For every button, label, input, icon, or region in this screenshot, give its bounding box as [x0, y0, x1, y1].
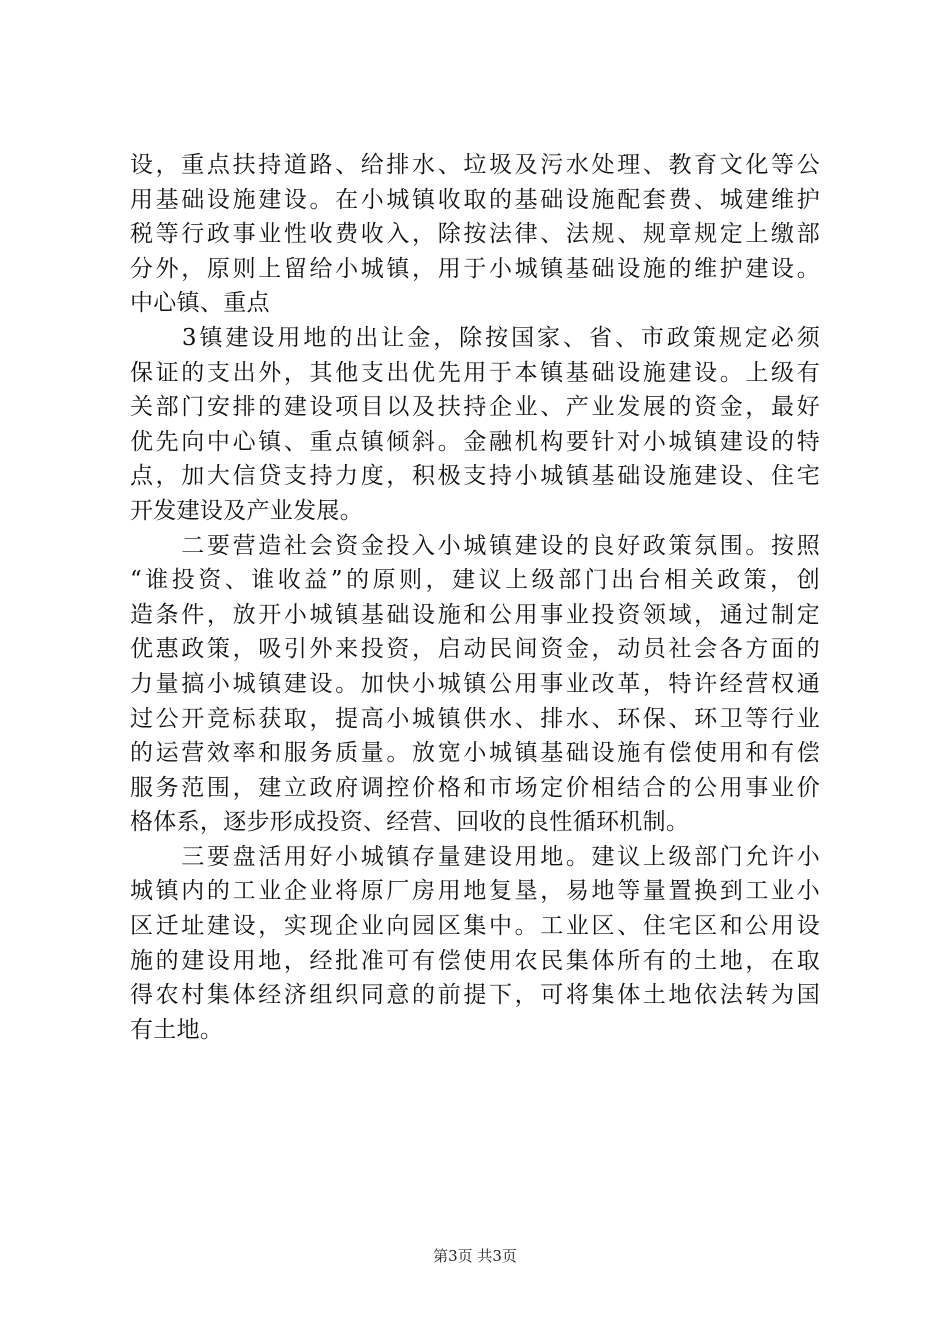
- text-line: 设，重点扶持道路、给排水、垃圾及污水处理、教育文化等公: [130, 152, 820, 178]
- text-line: 分外，原则上留给小城镇，用于小城镇基础设施的维护建设。: [130, 255, 820, 282]
- text-line: 的运营效率和服务质量。放宽小城镇基础设施有偿使用和有偿: [130, 740, 820, 767]
- text-line: 税等行政事业性收费收入，除按法律、法规、规章规定上缴部: [130, 221, 820, 248]
- text-line: 城镇内的工业企业将原厂房用地复垦，易地等量置换到工业小: [130, 878, 820, 905]
- text-line: 造条件，放开小城镇基础设施和公用事业投资领域，通过制定: [130, 601, 820, 628]
- text-line: 过公开竞标获取，提高小城镇供水、排水、环保、环卫等行业: [130, 705, 820, 732]
- text-line: 区迁址建设，实现企业向园区集中。工业区、住宅区和公用设: [130, 913, 820, 940]
- text-line: “谁投资、谁收益”的原则，建议上级部门出台相关政策，创: [130, 567, 820, 594]
- text-line: 有土地。: [130, 1016, 224, 1043]
- text-line: 中心镇、重点: [130, 290, 270, 317]
- text-line: 点，加大信贷支持力度，积极支持小城镇基础设施建设、住宅: [130, 463, 820, 490]
- document-body: [130, 148, 820, 1047]
- text-line: 服务范围，建立政府调控价格和市场定价相结合的公用事业价: [130, 774, 820, 801]
- text-line: 优先向中心镇、重点镇倾斜。金融机构要针对小城镇建设的特: [130, 428, 820, 455]
- text-line: 优惠政策，吸引外来投资，启动民间资金，动员社会各方面的: [130, 636, 820, 663]
- text-line: 三要盘活用好小城镇存量建设用地。建议上级部门允许小: [130, 843, 820, 870]
- text-line: 格体系，逐步形成投资、经营、回收的良性循环机制。: [130, 809, 690, 836]
- page-number-footer: 第3页 共3页: [433, 1247, 517, 1265]
- text-line: 二要营造社会资金投入小城镇建设的良好政策氛围。按照: [130, 532, 820, 559]
- text-line: 施的建设用地，经批准可有偿使用农民集体所有的土地，在取: [130, 947, 820, 974]
- text-line: 关部门安排的建设项目以及扶持企业、产业发展的资金，最好: [130, 394, 820, 421]
- text-line: 用基础设施建设。在小城镇收取的基础设施配套费、城建维护: [130, 186, 820, 213]
- text-line: 得农村集体经济组织同意的前提下，可将集体土地依法转为国: [130, 982, 820, 1009]
- text-line: 开发建设及产业发展。: [130, 497, 363, 524]
- text-line: 力量搞小城镇建设。加快小城镇公用事业改革，特许经营权通: [130, 670, 820, 697]
- text-line: 保证的支出外，其他支出优先用于本镇基础设施建设。上级有: [130, 359, 820, 386]
- text-line: 3镇建设用地的出让金，除按国家、省、市政策规定必须: [130, 324, 820, 351]
